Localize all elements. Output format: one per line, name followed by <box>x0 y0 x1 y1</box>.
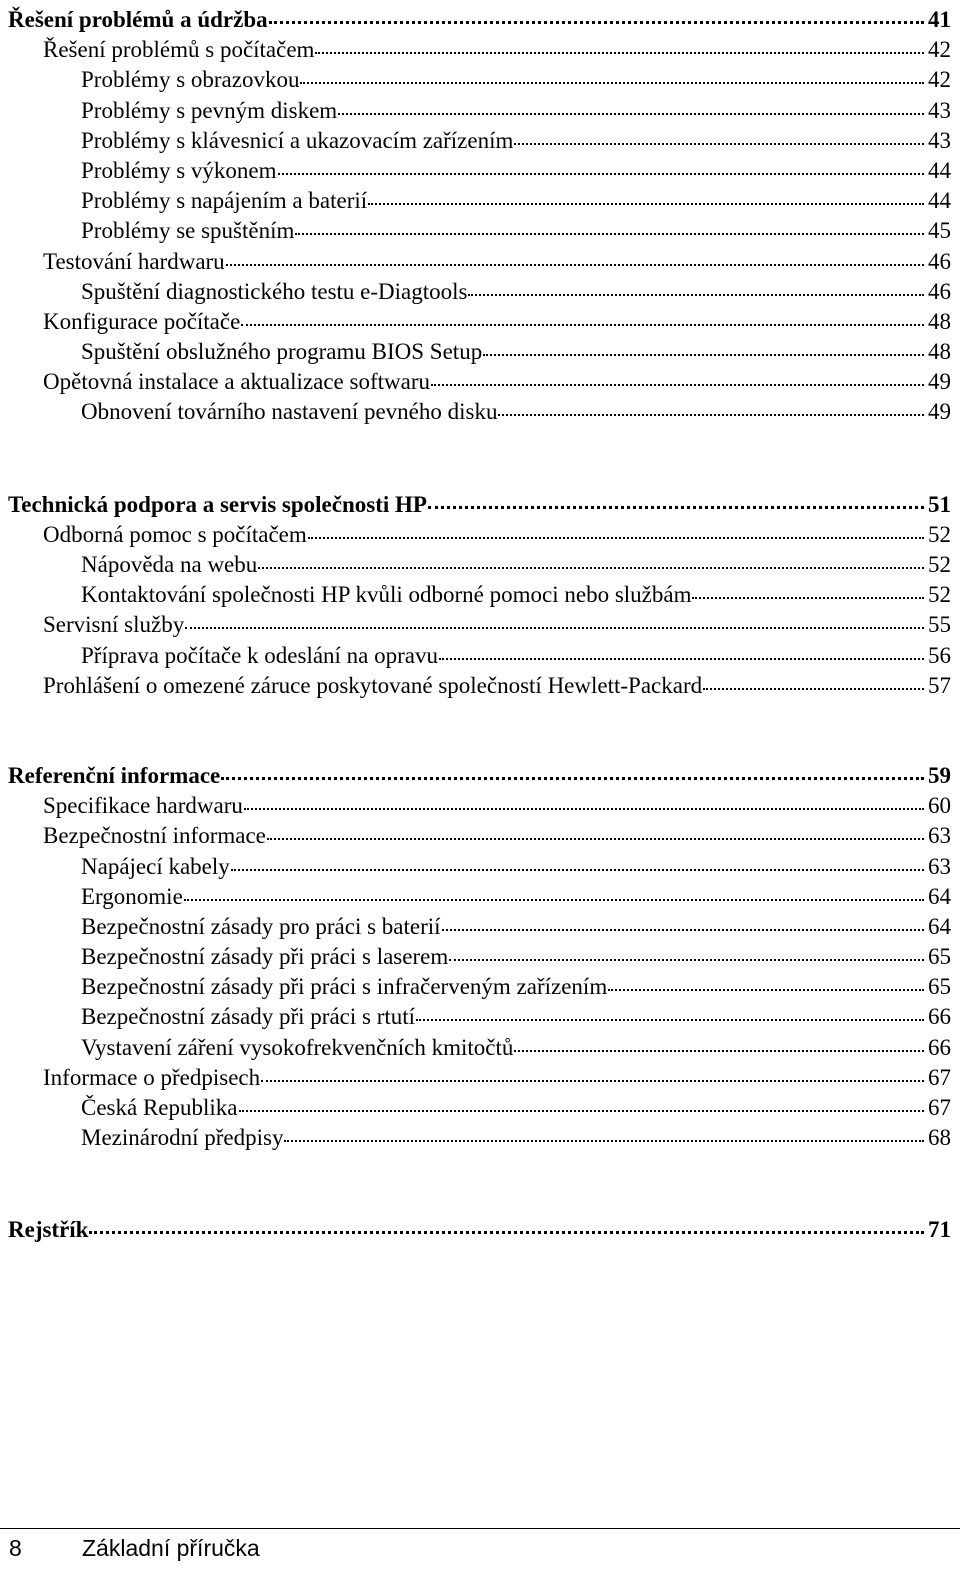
toc-entry[interactable] <box>8 337 951 367</box>
toc-section-support <box>8 490 951 701</box>
toc-entry-page-number: 64 <box>928 883 951 909</box>
dot-leader <box>468 293 924 296</box>
toc-entry-page-number: 59 <box>928 762 951 788</box>
toc-entry-title: Testování hardwaru <box>43 248 225 274</box>
toc-entry[interactable] <box>8 247 951 277</box>
dot-leader <box>284 1139 924 1142</box>
dot-leader <box>184 898 924 901</box>
toc-chapter-entry[interactable] <box>8 761 951 791</box>
toc-entry-page-number: 43 <box>928 97 951 123</box>
dot-leader <box>439 657 924 660</box>
toc-entry-page-number: 65 <box>928 974 951 1000</box>
toc-entry[interactable] <box>8 610 951 640</box>
toc-entry-page-number: 46 <box>928 278 951 304</box>
toc-entry[interactable] <box>8 1093 951 1123</box>
toc-entry-title: Bezpečnostní zásady při práci s infračerveným zařízením <box>81 974 608 1000</box>
toc-entry[interactable] <box>8 580 951 610</box>
toc-entry-title: Nápověda na webu <box>81 552 258 577</box>
footer-document-title: Základní příručka <box>82 1535 260 1561</box>
toc-chapter-entry[interactable] <box>8 1215 951 1245</box>
footer-page-number: 8 <box>9 1535 22 1561</box>
table-of-contents <box>8 5 951 1246</box>
toc-entry-page-number: 52 <box>928 521 951 547</box>
toc-entry-page-number: 41 <box>928 7 951 32</box>
dot-leader <box>431 383 924 386</box>
toc-entry-page-number: 48 <box>928 339 951 365</box>
toc-entry-title: Problémy s klávesnicí a ukazovacím zařízením <box>81 127 514 153</box>
dot-leader <box>269 20 924 24</box>
toc-entry[interactable] <box>8 550 951 580</box>
dot-leader <box>278 172 925 175</box>
toc-entry-title: Napájecí kabely <box>81 853 230 879</box>
toc-entry-title: Servisní služby <box>43 612 185 638</box>
dot-leader <box>514 142 924 145</box>
dot-leader <box>514 1049 924 1052</box>
toc-entry[interactable] <box>8 882 951 912</box>
toc-entry-page-number: 49 <box>928 369 951 395</box>
toc-entry-title: Řešení problémů a údržba <box>8 7 268 32</box>
toc-entry-title: Spuštění obslužného programu BIOS Setup <box>81 339 483 365</box>
toc-entry[interactable] <box>8 126 951 156</box>
toc-entry-page-number: 66 <box>928 1004 951 1030</box>
toc-entry[interactable] <box>8 96 951 126</box>
toc-entry-title: Konfigurace počítače <box>43 308 241 334</box>
toc-entry[interactable] <box>8 1063 951 1093</box>
toc-entry-page-number: 44 <box>928 157 951 183</box>
toc-entry-page-number: 67 <box>928 1064 951 1090</box>
toc-entry-title: Problémy s výkonem <box>81 157 277 183</box>
toc-entry-page-number: 51 <box>928 491 951 517</box>
toc-entry[interactable] <box>8 912 951 942</box>
dot-leader <box>239 1109 925 1112</box>
toc-entry-page-number: 66 <box>928 1034 951 1060</box>
toc-entry-title: Mezinárodní předpisy <box>81 1125 284 1151</box>
dot-leader <box>241 323 924 326</box>
toc-entry-page-number: 52 <box>928 552 951 577</box>
dot-leader <box>428 505 924 509</box>
dot-leader <box>89 1230 924 1234</box>
dot-leader <box>300 81 924 84</box>
toc-entry-page-number: 49 <box>928 399 951 425</box>
toc-entry-title: Bezpečnostní zásady při práci s rtutí <box>81 1004 416 1030</box>
toc-entry-title: Specifikace hardwaru <box>43 793 243 819</box>
toc-chapter-entry[interactable] <box>8 5 951 35</box>
toc-entry[interactable] <box>8 186 951 216</box>
toc-entry[interactable] <box>8 942 951 972</box>
dot-leader <box>703 687 924 690</box>
dot-leader <box>338 112 924 115</box>
toc-entry-title: Problémy se spuštěním <box>81 218 295 244</box>
dot-leader <box>221 776 924 780</box>
toc-entry-page-number: 67 <box>928 1095 951 1120</box>
toc-entry[interactable] <box>8 397 951 427</box>
toc-entry[interactable] <box>8 277 951 307</box>
toc-entry[interactable] <box>8 367 951 397</box>
dot-leader <box>258 566 924 569</box>
toc-entry-title: Řešení problémů s počítačem <box>43 37 315 63</box>
toc-entry-page-number: 46 <box>928 248 951 274</box>
toc-section-gap <box>8 701 951 761</box>
toc-entry-page-number: 42 <box>928 37 951 63</box>
toc-entry-title: Česká Republika <box>81 1095 238 1120</box>
toc-entry-page-number: 52 <box>928 582 951 608</box>
dot-leader <box>608 988 924 991</box>
dot-leader <box>244 807 924 810</box>
toc-section-gap <box>8 428 951 490</box>
toc-entry-title: Problémy s napájením a baterií <box>81 188 368 214</box>
toc-entry[interactable] <box>8 972 951 1002</box>
toc-entry-title: Kontaktování společnosti HP kvůli odborné pomoci nebo službám <box>81 582 692 608</box>
toc-entry-page-number: 44 <box>928 188 951 214</box>
toc-entry-title: Problémy s obrazovkou <box>81 67 300 93</box>
toc-entry-page-number: 63 <box>928 823 951 849</box>
toc-entry-title: Obnovení továrního nastavení pevného disku <box>81 399 498 425</box>
dot-leader <box>692 596 924 599</box>
toc-entry-page-number: 57 <box>928 672 951 698</box>
toc-entry[interactable] <box>8 35 951 65</box>
toc-entry[interactable] <box>8 852 951 882</box>
toc-entry-page-number: 65 <box>928 944 951 970</box>
toc-entry-page-number: 45 <box>928 218 951 244</box>
toc-entry-title: Informace o předpisech <box>43 1064 261 1090</box>
toc-entry-title: Technická podpora a servis společnosti HP <box>8 491 427 517</box>
toc-entry[interactable] <box>8 821 951 851</box>
toc-entry[interactable] <box>8 307 951 337</box>
toc-chapter-entry[interactable] <box>8 490 951 520</box>
toc-entry-title: Rejstřík <box>8 1217 89 1243</box>
dot-leader <box>449 958 924 961</box>
toc-entry-title: Odborná pomoc s počítačem <box>43 521 307 547</box>
toc-entry-page-number: 68 <box>928 1125 951 1151</box>
toc-entry-title: Bezpečnostní zásady při práci s laserem <box>81 944 449 970</box>
dot-leader <box>498 413 924 416</box>
toc-entry-title: Vystavení záření vysokofrekvenčních kmitočtů <box>81 1034 514 1060</box>
toc-entry[interactable] <box>8 216 951 246</box>
page-footer <box>0 1528 960 1572</box>
toc-section-gap <box>8 1153 951 1215</box>
dot-leader <box>442 928 924 931</box>
toc-entry[interactable] <box>8 1123 951 1153</box>
toc-entry-page-number: 48 <box>928 308 951 334</box>
dot-leader <box>231 868 924 871</box>
toc-entry-page-number: 42 <box>928 67 951 93</box>
toc-entry[interactable] <box>8 671 951 701</box>
toc-entry-title: Problémy s pevným diskem <box>81 97 338 123</box>
toc-entry-page-number: 63 <box>928 853 951 879</box>
toc-entry[interactable] <box>8 641 951 671</box>
dot-leader <box>267 837 924 840</box>
toc-section-reference <box>8 761 951 1153</box>
dot-leader <box>315 51 924 54</box>
toc-entry-title: Ergonomie <box>81 883 183 909</box>
toc-entry[interactable] <box>8 791 951 821</box>
dot-leader <box>483 353 924 356</box>
toc-entry-title: Bezpečnostní informace <box>43 823 266 849</box>
toc-entry[interactable] <box>8 65 951 95</box>
toc-entry-title: Prohlášení o omezené záruce poskytované společností Hewlett-Packard <box>43 672 703 698</box>
toc-section-index <box>8 1215 951 1245</box>
toc-entry-page-number: 43 <box>928 127 951 153</box>
dot-leader <box>226 263 924 266</box>
toc-entry[interactable] <box>8 156 951 186</box>
toc-entry[interactable] <box>8 520 951 550</box>
toc-entry-page-number: 56 <box>928 642 951 668</box>
toc-entry[interactable] <box>8 1002 951 1032</box>
toc-entry-title: Spuštění diagnostického testu e-Diagtools <box>81 278 468 304</box>
toc-entry-page-number: 64 <box>928 913 951 939</box>
toc-entry[interactable] <box>8 1033 951 1063</box>
toc-entry-page-number: 60 <box>928 793 951 819</box>
dot-leader <box>295 232 924 235</box>
dot-leader <box>308 536 924 539</box>
toc-entry-title: Opětovná instalace a aktualizace softwaru <box>43 369 430 395</box>
dot-leader <box>185 626 924 629</box>
toc-entry-page-number: 55 <box>928 612 951 638</box>
toc-section-troubleshooting <box>8 5 951 428</box>
dot-leader <box>368 202 924 205</box>
toc-entry-page-number: 71 <box>928 1217 951 1243</box>
toc-entry-title: Referenční informace <box>8 762 221 788</box>
dot-leader <box>416 1018 924 1021</box>
toc-entry-title: Bezpečnostní zásady pro práci s baterií <box>81 913 441 939</box>
toc-entry-title: Příprava počítače k odeslání na opravu <box>81 642 439 668</box>
dot-leader <box>261 1079 924 1082</box>
